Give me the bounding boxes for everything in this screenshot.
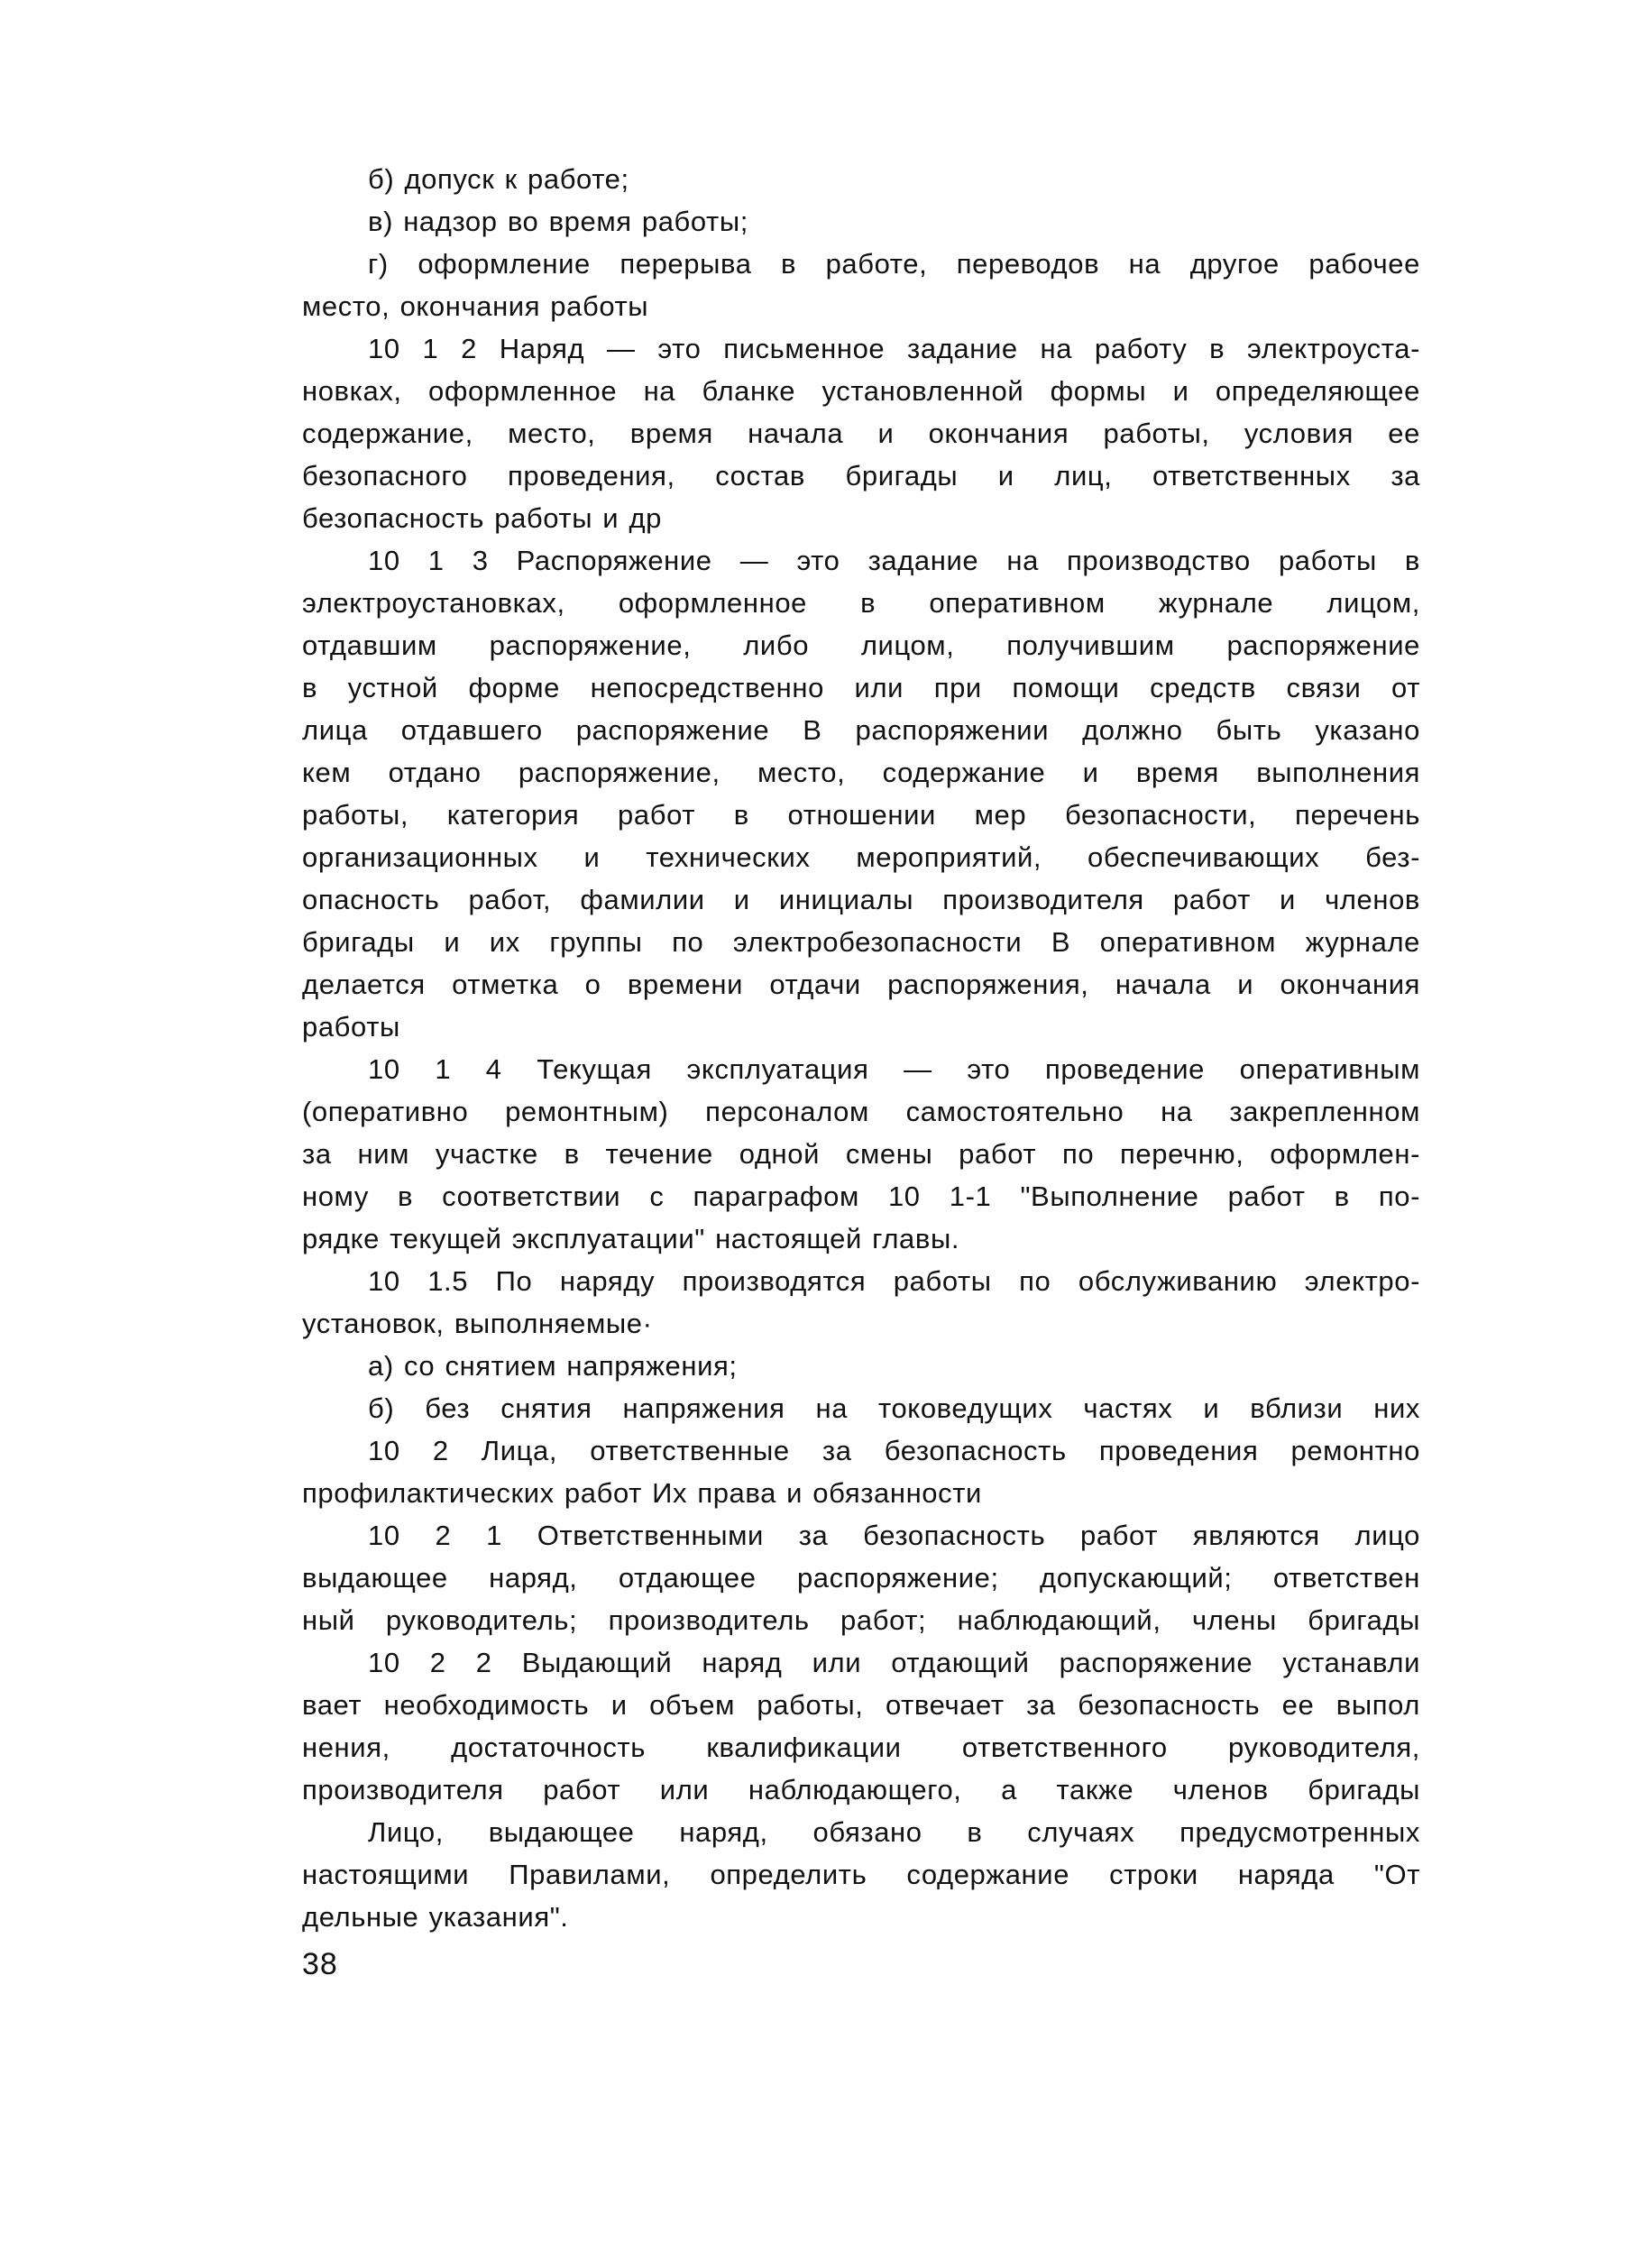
text-line: 10 2 1 Ответственными за безопасность работ являются лицо xyxy=(368,1520,1420,1551)
text-line: дельные указания". xyxy=(302,1901,569,1933)
text-line: безопасность работы и др xyxy=(302,502,662,534)
text-line: б) допуск к работе; xyxy=(368,163,629,195)
text-line: работы xyxy=(302,1011,400,1043)
text-line: г) оформление перерыва в работе, переводов на другое рабочее xyxy=(368,248,1420,280)
text-line: 10 2 2 Выдающий наряд или отдающий распоряжение устанавли xyxy=(368,1647,1420,1678)
text-line: 10 1 4 Текущая эксплуатация — это проведение оперативным xyxy=(368,1053,1420,1085)
text-line: вает необходимость и объем работы, отвечает за безопасность ее выпол xyxy=(302,1689,1420,1721)
page-number: 38 xyxy=(302,1947,338,1981)
text-line: 10 1.5 По наряду производятся работы по обслуживанию электро- xyxy=(368,1265,1420,1297)
text-line: установок, выполняемые· xyxy=(302,1308,653,1339)
text-line: делается отметка о времени отдачи распоряжения, начала и окончания xyxy=(302,969,1420,1000)
text-line: кем отдано распоряжение, место, содержание и время выполнения xyxy=(302,757,1420,788)
text-line: содержание, место, время начала и окончания работы, условия ее xyxy=(302,418,1420,449)
text-line: б) без снятия напряжения на токоведущих частях и вблизи них xyxy=(368,1392,1420,1424)
text-line: а) со снятием напряжения; xyxy=(368,1350,738,1382)
text-line: профилактических работ Их права и обязанности xyxy=(302,1477,982,1509)
document-page xyxy=(302,158,1420,1987)
text-line: Лицо, выдающее наряд, обязано в случаях предусмотренных xyxy=(368,1816,1420,1848)
text-line: производителя работ или наблюдающего, а также членов бригады xyxy=(302,1774,1420,1805)
text-line: опасность работ, фамилии и инициалы производителя работ и членов xyxy=(302,884,1420,915)
text-line: (оперативно ремонтным) персоналом самостоятельно на закрепленном xyxy=(302,1096,1420,1127)
text-line: отдавшим распоряжение, либо лицом, получившим распоряжение xyxy=(302,629,1420,661)
text-line: безопасного проведения, состав бригады и лиц, ответственных за xyxy=(302,460,1420,492)
text-line: 10 1 3 Распоряжение — это задание на производство работы в xyxy=(368,545,1420,576)
text-line: 10 2 Лица, ответственные за безопасность проведения ремонтно xyxy=(368,1435,1420,1466)
text-line: бригады и их группы по электробезопасности В оперативном журнале xyxy=(302,926,1420,958)
text-line: настоящими Правилами, определить содержание строки наряда "От xyxy=(302,1859,1420,1890)
text-line: рядке текущей эксплуатации" настоящей главы. xyxy=(302,1223,960,1254)
text-line: в) надзор во время работы; xyxy=(368,206,748,237)
text-line: новках, оформленное на бланке установленной формы и определяющее xyxy=(302,375,1420,407)
text-line: ный руководитель; производитель работ; наблюдающий, члены бригады xyxy=(302,1604,1420,1636)
text-line: место, окончания работы xyxy=(302,290,649,322)
text-line: работы, категория работ в отношении мер безопасности, перечень xyxy=(302,799,1420,831)
text-line: лица отдавшего распоряжение В распоряжении должно быть указано xyxy=(302,714,1420,746)
text-line: за ним участке в течение одной смены работ по перечню, оформлен- xyxy=(302,1138,1420,1170)
text-line: в устной форме непосредственно или при помощи средств связи от xyxy=(302,672,1420,703)
text-line: нения, достаточность квалификации ответственного руководителя, xyxy=(302,1732,1420,1763)
text-line: выдающее наряд, отдающее распоряжение; допускающий; ответствен xyxy=(302,1562,1420,1594)
text-line: электроустановках, оформленное в оперативном журнале лицом, xyxy=(302,587,1420,619)
text-line: организационных и технических мероприятий, обеспечивающих без- xyxy=(302,841,1420,873)
text-line: 10 1 2 Наряд — это письменное задание на работу в электроуста- xyxy=(368,333,1420,364)
text-line: ному в соответствии с параграфом 10 1-1 "Выполнение работ в по- xyxy=(302,1181,1420,1212)
body-text xyxy=(302,158,1420,1938)
